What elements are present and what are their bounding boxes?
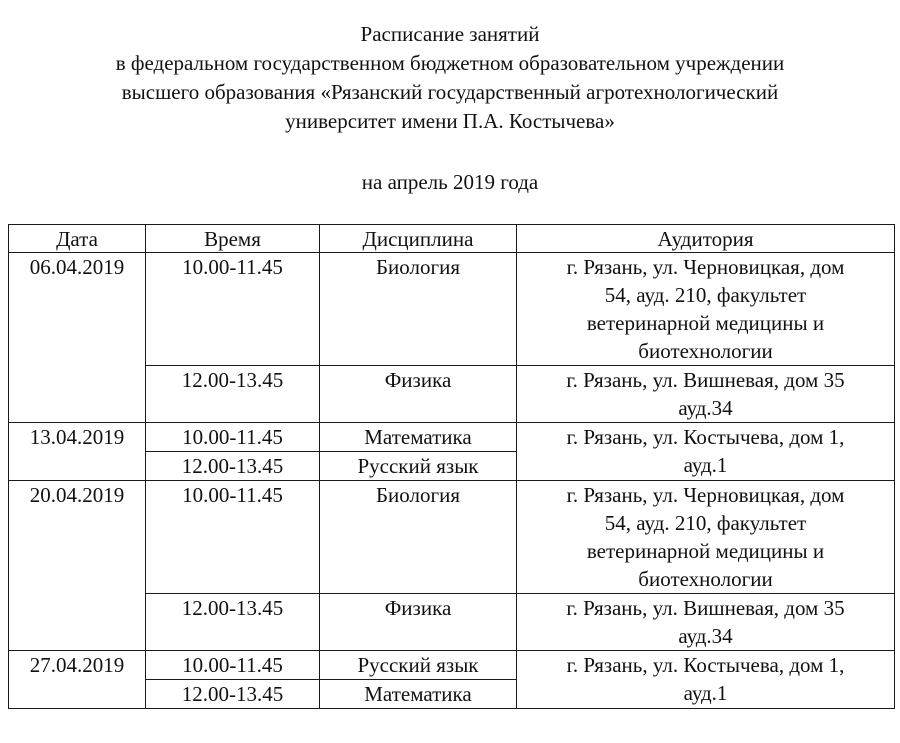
title-line-3: высшего образования «Рязанский государственный агротехнологический xyxy=(121,80,779,104)
time-cell: 10.00-11.45 xyxy=(146,481,320,594)
table-row xyxy=(9,253,895,366)
room-line: ауд.34 xyxy=(678,396,733,420)
room-cell xyxy=(517,253,895,366)
document-title xyxy=(0,20,900,136)
discipline-cell: Биология xyxy=(320,481,517,594)
discipline-cell: Физика xyxy=(320,594,517,651)
header-discipline: Дисциплина xyxy=(320,225,517,253)
room-line: г. Рязань, ул. Вишневая, дом 35 xyxy=(566,596,845,620)
time-cell: 12.00-13.45 xyxy=(146,594,320,651)
time-cell: 12.00-13.45 xyxy=(146,680,320,709)
room-cell xyxy=(517,651,895,709)
discipline-cell: Математика xyxy=(320,423,517,452)
room-line: ветеринарной медицины и xyxy=(586,311,825,335)
discipline-cell: Русский язык xyxy=(320,651,517,680)
room-line: 54, ауд. 210, факультет xyxy=(604,283,807,307)
room-line: ауд.1 xyxy=(683,453,728,477)
room-line: ветеринарной медицины и xyxy=(586,539,825,563)
room-line: ауд.34 xyxy=(678,624,733,648)
room-line: биотехнологии xyxy=(638,339,773,363)
room-line: биотехнологии xyxy=(638,567,773,591)
date-cell: 06.04.2019 xyxy=(9,253,146,423)
header-date: Дата xyxy=(9,225,146,253)
time-cell: 10.00-11.45 xyxy=(146,253,320,366)
table-row xyxy=(9,651,895,680)
title-line-4: университет имени П.А. Костычева» xyxy=(285,109,615,133)
date-cell: 20.04.2019 xyxy=(9,481,146,651)
document-subtitle: на апрель 2019 года xyxy=(361,170,539,194)
time-cell: 10.00-11.45 xyxy=(146,651,320,680)
discipline-cell: Физика xyxy=(320,366,517,423)
room-line: г. Рязань, ул. Черновицкая, дом xyxy=(566,255,845,279)
date-cell: 13.04.2019 xyxy=(9,423,146,481)
room-line: г. Рязань, ул. Костычева, дом 1, xyxy=(566,425,845,449)
table-header-row xyxy=(9,225,895,253)
table-row xyxy=(9,481,895,594)
room-line: г. Рязань, ул. Костычева, дом 1, xyxy=(566,653,845,677)
room-line: ауд.1 xyxy=(683,681,728,705)
discipline-cell: Русский язык xyxy=(320,452,517,481)
title-line-2: в федеральном государственном бюджетном образовательном учреждении xyxy=(115,51,785,75)
room-line: г. Рязань, ул. Черновицкая, дом xyxy=(566,483,845,507)
room-line: 54, ауд. 210, факультет xyxy=(604,511,807,535)
date-cell: 27.04.2019 xyxy=(9,651,146,709)
discipline-cell: Биология xyxy=(320,253,517,366)
time-cell: 12.00-13.45 xyxy=(146,366,320,423)
time-cell: 12.00-13.45 xyxy=(146,452,320,481)
schedule-table xyxy=(8,224,895,709)
room-line: г. Рязань, ул. Вишневая, дом 35 xyxy=(566,368,845,392)
room-cell xyxy=(517,481,895,594)
title-line-1: Расписание занятий xyxy=(360,22,540,46)
header-room: Аудитория xyxy=(517,225,895,253)
table-row xyxy=(9,423,895,452)
header-time: Время xyxy=(146,225,320,253)
room-cell xyxy=(517,594,895,651)
room-cell xyxy=(517,423,895,481)
discipline-cell: Математика xyxy=(320,680,517,709)
time-cell: 10.00-11.45 xyxy=(146,423,320,452)
room-cell xyxy=(517,366,895,423)
